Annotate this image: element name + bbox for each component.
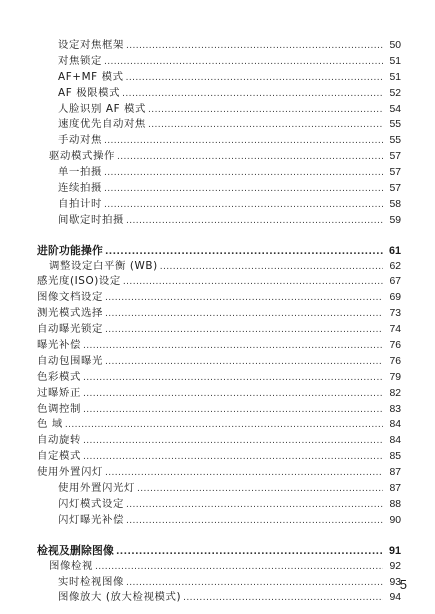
toc-entry [0,54,435,70]
toc-entry-title: 驱动模式操作 [49,150,115,163]
toc-entry [0,386,435,402]
toc-entry [0,449,435,465]
toc-entry-title: 过曝矫正 [37,386,81,399]
toc-entry-page: 87 [389,467,401,479]
toc-entry-title: 感光度(ISO)设定 [37,275,121,288]
toc-entry-title: 曝光补偿 [37,339,81,352]
dot-leader [83,339,383,355]
toc-entry-title: 色调控制 [37,402,81,415]
dot-leader [148,118,383,134]
toc-entry-title: 手动对焦 [58,134,102,147]
dot-leader [104,55,383,71]
toc-entry-page: 54 [389,103,401,115]
dot-leader [183,591,383,607]
dot-leader [126,514,383,530]
toc-entry [0,274,435,290]
toc-entry [0,165,435,181]
page-number: 5 [399,577,407,592]
toc-entry-title: 自拍计时 [58,197,102,210]
toc-entry-title: 速度优先自动对焦 [58,118,146,131]
toc-entry-title: 色彩模式 [37,370,81,383]
toc-entry-page: 85 [389,451,401,463]
toc-entry-title: AF 极限模式 [58,86,121,99]
dot-leader [126,39,383,55]
dot-leader [104,166,383,182]
toc-entry-page: 93 [389,576,401,588]
toc-entry [0,417,435,433]
dot-leader [104,182,383,198]
toc-entry [0,338,435,354]
toc-section-heading [0,543,435,559]
dot-leader [105,291,383,307]
dot-leader [83,371,383,387]
toc-entry-title: 使用外置闪灯 [37,466,103,479]
toc-entry-title: 调整设定白平衡 (WB) [49,259,158,272]
dot-leader [123,275,383,291]
toc-entry-page: 87 [389,483,401,495]
toc-entry-page: 79 [389,371,401,383]
section-gap [0,529,435,543]
toc-entry-title: 进阶功能操作 [37,243,103,257]
dot-leader [104,198,383,214]
dot-leader [65,418,383,434]
toc-entry-title: 人脸识别 AF 模式 [58,102,147,115]
dot-leader [148,103,383,119]
toc-section-heading [0,243,435,259]
dot-leader [105,323,383,339]
dot-leader [122,87,383,103]
dot-leader [104,134,383,150]
toc-entry [0,513,435,529]
toc-entry-page: 76 [389,355,401,367]
toc-entry-title: 设定对焦框架 [58,39,124,51]
dot-leader [83,387,383,403]
dot-leader [126,498,383,514]
toc-entry [0,86,435,102]
toc-entry-page: 90 [389,514,401,526]
toc-entry-title: 使用外置闪光灯 [58,482,135,495]
toc-entry-page: 51 [389,55,401,67]
toc-entry-title: 自动曝光锁定 [37,323,103,336]
toc-entry-page: 82 [389,387,401,399]
toc-entry-page: 69 [389,292,401,304]
toc-entry [0,38,435,54]
toc-entry-page: 61 [388,244,401,257]
dot-leader [160,260,383,276]
dot-leader [83,434,383,450]
toc-entry [0,322,435,338]
toc-entry-title: 测光模式选择 [37,307,103,320]
toc-entry-page: 74 [389,324,401,336]
toc-entry-page: 94 [389,592,401,604]
toc-entry-page: 88 [389,498,401,510]
toc-entry-page: 67 [389,276,401,288]
dot-leader [126,71,383,87]
toc-entry-page: 76 [389,340,401,352]
dot-leader [105,355,383,371]
toc-entry [0,433,435,449]
toc-entry-page: 50 [389,40,401,51]
toc-entry [0,402,435,418]
toc-entry [0,102,435,118]
toc-entry-title: 图像检视 [49,559,93,572]
toc-entry [0,213,435,229]
dot-leader [83,403,383,419]
toc-entry-page: 83 [389,403,401,415]
toc-entry-page: 62 [389,260,401,272]
dot-leader [117,150,383,166]
toc-entry-page: 57 [389,151,401,163]
toc-entry [0,370,435,386]
toc-entry-title: 单一拍摄 [58,166,102,179]
toc-entry-page: 59 [389,214,401,226]
toc-entry-page: 51 [389,71,401,83]
toc-entry-title: 闪灯曝光补偿 [58,513,124,526]
toc-entry [0,181,435,197]
toc-entry [0,354,435,370]
toc-entry-title: 实时检视图像 [58,575,124,588]
toc-entry [0,575,435,591]
toc-entry [0,465,435,481]
toc-entry-title: 自定模式 [37,450,81,463]
toc-entry-page: 57 [389,183,401,195]
toc-entry-page: 84 [389,435,401,447]
dot-leader [83,450,383,466]
toc-entry-page: 52 [389,87,401,99]
table-of-contents [0,38,435,606]
toc-entry [0,259,435,275]
toc-entry-title: 自动旋转 [37,434,81,447]
toc-entry [0,117,435,133]
toc-entry-title: 连续拍摄 [58,182,102,195]
dot-leader [95,560,383,576]
toc-entry-title: 自动包围曝光 [37,354,103,367]
toc-entry-title: 闪灯模式设定 [58,497,124,510]
toc-entry-page: 55 [389,119,401,131]
toc-entry [0,133,435,149]
toc-entry [0,290,435,306]
toc-entry [0,149,435,165]
toc-entry-page: 73 [389,308,401,320]
toc-entry [0,70,435,86]
toc-entry [0,306,435,322]
dot-leader [105,307,383,323]
dot-leader [126,576,383,592]
toc-entry [0,559,435,575]
toc-entry-title: AF+MF 模式 [58,70,124,83]
toc-entry [0,481,435,497]
toc-entry-page: 92 [389,560,401,572]
toc-entry [0,197,435,213]
toc-entry-page: 84 [389,419,401,431]
toc-entry-title: 检视及删除图像 [37,543,114,557]
toc-entry-page: 58 [389,198,401,210]
toc-entry [0,497,435,513]
toc-entry-page: 91 [388,544,401,557]
toc-entry-title: 间歇定时拍摄 [58,213,124,226]
toc-entry-title: 图像放大 (放大检视模式) [58,591,182,604]
toc-entry-title: 图像文档设定 [37,291,103,304]
toc-entry-title: 色 域 [37,418,63,431]
dot-leader [126,214,383,230]
toc-entry-title: 对焦锁定 [58,54,102,67]
toc-entry-page: 57 [389,167,401,179]
toc-entry [0,590,435,606]
dot-leader [137,482,383,498]
toc-entry-page: 55 [389,135,401,147]
dot-leader [105,466,383,482]
section-gap [0,229,435,243]
